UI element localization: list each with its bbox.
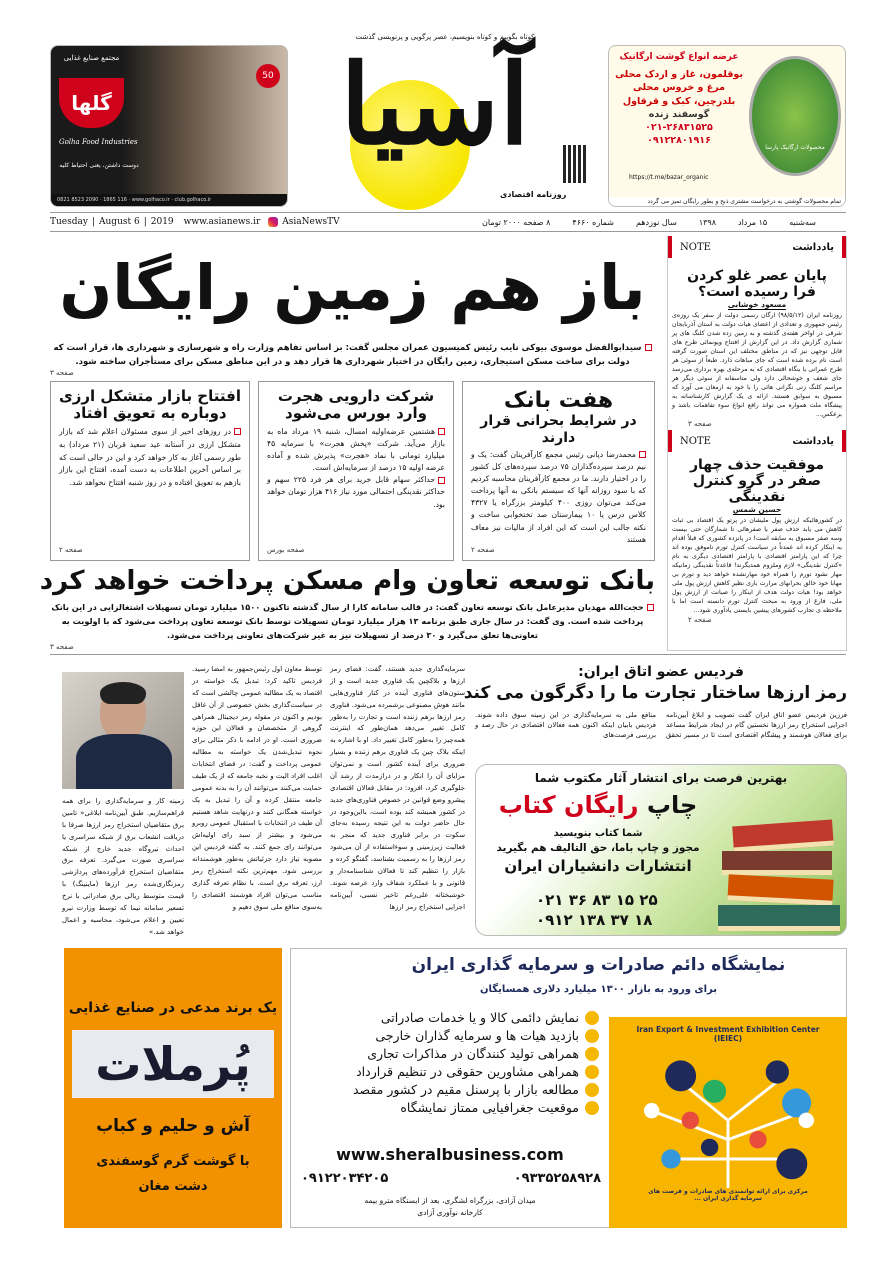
newspaper-logo: آسیا — [340, 40, 530, 169]
box-text: در روزهای اخیر از سوی مسئولان اعلام شد که بازار متشکل ارزی در آستانه عید سعید قربان (۲۱ مرداد) به طور رسمی آغاز به کار خواهد کرد و این در حالی است که بر اساس آخرین اطلاعات به دست آمده، افتتاح این بازار بازهم به تعویق افتاده و در روز شنبه افتتاح نخواهد شد. — [59, 426, 241, 488]
second-lead-text: حجت‌الله مهدیان مدیرعامل بانک توسعه تعاون گفت: در قالب سامانه کارا از سال گذشته تاکنون ۱۵۰۰ میلیارد تومان تسهیلات اشتغالزایی در این بانک پرداخت شده است. وی گفت: در سال جاری طبق برنامه ۱۳ هزار میلیارد تومان تسهیلات توسط بانک توسعه تعاون پرداخت می‌شود که با اولویت به تعاونی‌ها تعلق می‌گیرد و ۳۰ درصد از تسهیلات نیز به غیر شرکت‌های تعاونی پرداخت می‌شود. — [51, 601, 644, 640]
ieiec-abbr: (IEIEC) — [713, 1034, 743, 1043]
expo-feature-text: موقعیت جغرافیایی ممتاز نمایشگاه — [400, 1100, 579, 1115]
note-label: یادداشت — [792, 241, 834, 253]
day-fa: سه‌شنبه — [789, 217, 816, 227]
ad-phone: ۰۹۱۲۲۸۰۱۹۱۶ — [647, 135, 711, 147]
box-subtitle: در شرایط بحرانی قرار دارند — [480, 413, 637, 446]
note-text: روزنامه ایران (۹۸/۵/۱۲) ارگان رسمی دولت از سفر یک روزه‌ی رئیس جمهوری و تعدادی از اعضای هیات دولت به استان آذربایجان شرقی در اواخر هفته‌ی گذشته و به زمین زده شدن کلنگ های پر شماری گزارش داد. در این گزارش از افتتاح ویونمائی طرح های قابل توجهی نیز که در مناطق مختلف این استان صورت گرفته است نام برده شده است که جای مباهات دارد. طبعاً از سوئی هر طرح عمرانی یا بنگاه اقتصادی که به مرحله‌ی بهره برداری می‌رسد جای شعف و خوشحالی دارد ولی متاسفانه از سوئی دیگر هر مراسم کلنگ زنی نگرانی هائی را با خود به ارمغان می آورد که مسبوق به سوابق هستند. ارائه ی یک گزارش کارشناسانه به پیشگاه ملت همواره می تواند رافع انواع سوء تفاهمات باشد و برعکس... — [672, 312, 842, 419]
interview-col2: توسط معاون اول رئیس‌جمهور به امضا رسید. فردیس تاکید کرد: تبدیل یک خواسته در اقتصاد به یک مطالبه عمومی چالشی است که در سیاست‌گذاری بخش خصوصی از آن غافل بودیم و اکنون در مقوله رمز دیجیتال همراهی گروهی از متخصصان و فعالان این حوزه ضروری است. او در ادامه با ذکر مثالی برای نحوه تبدیل‌شدن یک خواسته به مطالبه عمومی پرداخت و گفت: در فضای انتخابات اغلب افراد الیت و نخبه جامعه که از یک طیف حمایت می‌کنند می‌توانند آن را به بدنه عمومی جامعه منتقل کرده و آن را تبدیل به یک خواسته همگانی کنند و درنهایت شاهد هستیم آن طیف در انتخابات با استقبال عمومی روبرو می‌شود و بیشتر از سبد رای اولیه‌اش می‌توانند رای جمع کنند. به گفته فردیس این مصوبه نیاز دارد جزئیاتش به‌طور هوشمندانه بررسی شود. مهم‌ترین نکته استخراج رمز ارز، تعرفه برق است. با نظام تعرفه گذاری مناسب می‌توان افراد هوشمند اقتصادی را به‌سوی منافع ملی سوق دهیم و — [192, 665, 322, 911]
organic-meat-ad[interactable] — [608, 45, 846, 207]
expo-feature-text: نمایش دائمی کالا و یا خدمات صادراتی — [380, 1010, 579, 1025]
year-en: 2019 — [150, 217, 174, 227]
interview-col1: سرمایه‌گذاری جدید هستند، گفت: فضای رمز ارزها و بلاکچین یک فناوری جدید است و از ستون‌های فناوری آینده در کنار فناوری‌هایی مانند هوش مصنوعی برشمرده می‌شود. فناوری رمز ارزها برهم زننده است و تجارت را به‌طور کامل تغییر می‌دهد همان‌طور که اینترنت همه‌چیز را به‌طور کامل تغییر داد. او با اشاره به اینکه بلاک چین یک فناوری برهم زننده و بسیار ضروری برای آینده کشور است و نمی‌توان مزایای آن را انکار و در درازمدت از رشد آن جلوگیری کرد، افزود: در مقابل فعالان اقتصادی پیشرو وضع قوانین در خصوص فناوری‌های جدید در کشور همیشه کند بوده است، بااین‌وجود در حال حاضر دولت به این نتیجه رسیده به‌جای سکوت در برابر فناوری جدید که منجر به فعالیت زیرزمینی و سوءاستفاده از آن می‌شود رمز ارزها را به رسمیت بشناسد، گفتگو کرده و بازار را تنظیم کند تا فعالان شناسنامه‌دار و قانونی و با عملکرد شفاف وارد عرصه شوند. خوشبختانه علی‌رغم تاخیر نسبی، آیین‌نامه اجرایی استخراج رمز ارزها — [330, 665, 465, 911]
note-english: NOTE — [680, 241, 711, 253]
box-page-ref: صفحه بورس — [267, 545, 305, 554]
organic-seal: محصولات ارگانیک پارسا — [765, 144, 825, 151]
book-ad-line2: مجوز و چاپ باما، حق التالیف هم بگیرید — [496, 842, 700, 854]
bullet-icon — [585, 1083, 599, 1097]
golha-footer: دوست داشتن، یعنی احتیاط کلیه — [59, 162, 139, 169]
box-title: افتتاح بازار متشکل ارزی — [59, 387, 241, 406]
ad-line: بلدرچین، کبک و قرقاول — [622, 95, 736, 107]
note-english: NOTE — [680, 435, 711, 447]
main-page-ref: صفحه ۳ — [50, 369, 74, 378]
book-ad-publisher: انتشارات دانشیاران ایران — [504, 856, 692, 875]
box-title: شرکت دارویی هجرت — [277, 387, 435, 406]
expo-feature — [291, 1010, 599, 1025]
book-ad-line1: شما کتاب بنویسید — [553, 828, 643, 839]
story-box-banks[interactable] — [462, 381, 655, 561]
story-box-hejrat[interactable] — [258, 381, 454, 561]
year-fa-date: ۱۳۹۸ — [698, 217, 716, 227]
story-box-fx-market[interactable] — [50, 381, 250, 561]
expo-address-2: کارخانه نوآوری آزادی — [417, 1208, 483, 1217]
issue-number: شماره ۴۶۶۰ — [572, 217, 614, 227]
expo-feature-text: مطالعه بازار با پرسنل مقیم در کشور مقصد — [352, 1082, 579, 1097]
instagram-handle[interactable]: AsiaNewsTV — [282, 217, 340, 227]
golha-logo: گلها — [59, 78, 124, 128]
note-page-ref: صفحه ۲ — [688, 616, 712, 625]
note-label: یادداشت — [792, 435, 834, 447]
golha-contacts: 0821 8523 2090 · 1865 116 · www.golhaco.ir · club.golhaco.ir — [51, 194, 287, 206]
box-subtitle: دوباره به تعویق افتاد — [73, 404, 227, 423]
second-headline[interactable]: بانک توسعه تعاون وام مسکن پرداخت خواهد کرد — [39, 565, 655, 596]
note-author: حسین شمس — [732, 505, 782, 515]
expo-phone: ۰۹۳۳۵۲۵۸۹۲۸ — [513, 1171, 601, 1186]
main-headline[interactable]: باز هم زمین رایگان — [59, 251, 646, 324]
anniversary-badge: 50 — [256, 64, 280, 88]
ad-title: عرضه انواع گوشت ارگانیک — [619, 52, 739, 62]
note-author: مسعود خوشابی — [727, 300, 787, 310]
ad-line: گوسفند زنده — [648, 108, 710, 120]
qr-code-icon — [563, 145, 587, 183]
food-ad-brand: پُرملات — [72, 1030, 274, 1098]
note-page-ref: صفحه ۳ — [688, 420, 712, 428]
bullet-icon — [585, 1047, 599, 1061]
books-stack-image — [718, 823, 843, 933]
book-ad-title-a: چاپ — [646, 791, 698, 819]
main-lead — [50, 342, 655, 369]
slogan: کوتاه بگوییم و کوتاه بنویسیم، عصر پرگویی و پرنویسی گذشت — [355, 33, 535, 41]
instagram-icon — [268, 217, 278, 227]
box-page-ref: صفحه ۲ — [59, 545, 83, 554]
ad-line: بوقلمون، غاز و اردک محلی — [615, 69, 743, 80]
dateline-bar — [50, 212, 846, 232]
expo-feature-text: بازدید هیات ها و سرمایه گذاران خارجی — [375, 1028, 579, 1043]
divider — [50, 654, 846, 655]
notes-sidebar — [667, 236, 847, 651]
expo-phone: ۰۹۱۲۲۰۳۴۲۰۵ — [301, 1171, 389, 1186]
food-ad-line2: با گوشت گرم گوسفندی — [96, 1154, 250, 1169]
expo-feature-text: همراهی مشاورین حقوقی در تنظیم قرارداد — [356, 1064, 579, 1079]
expo-feature — [291, 1082, 599, 1097]
note-title[interactable]: موفقیت حذف چهار صفر در گرو کنترل نقدینگی — [689, 457, 825, 506]
food-ad-line1: آش و حلیم و کباب — [96, 1116, 250, 1136]
book-ad-top: بهترین فرصت برای انتشار آثار مکتوب شما — [534, 771, 788, 785]
bullet-icon — [585, 1011, 599, 1025]
ad-line: مرغ و خروس محلی — [632, 82, 726, 94]
free-book-printing-ad[interactable] — [475, 764, 847, 936]
interview-col3: زمینه کار و سرمایه‌گذاری را برای همه فراهم‌سازیم. طبق آیین‌نامه ابلاغی« تامین برق متقاضیان استخراج رمز ارزها صرفا با دریافت انشعاب برق از شبکه سراسری یا احداث نیروگاه جدید خارج از شبکه سراسری صورت می‌گیرد. تعرفه برق متقاضیان استخراج فرآورده‌های پردازشی رمزنگاری‌شده رمز ارزها (ماینینگ) با قیمت متوسط ریالی برق صادراتی با نرخ تسعیر سامانه نیما که توسط وزارت نیرو تعیین و اعلام می‌شود، محاسبه و اعمال خواهد شد.» — [62, 797, 184, 936]
pages-price: ۸ صفحه ۲۰۰۰ تومان — [482, 217, 551, 227]
box-page-ref: صفحه ۲ — [471, 545, 495, 554]
bullet-icon — [585, 1101, 599, 1115]
telegram-link[interactable]: https://t.me/bazar_organic — [629, 174, 709, 181]
note-title[interactable]: پایان عصر غلو کردن فرا رسیده است؟ — [687, 268, 827, 301]
ad-footer: تمام محصولات گوشتی به درخواست مشتری ذبح و بطور رایگان تمیز می گردد — [609, 197, 845, 206]
website[interactable]: www.asianews.ir — [183, 217, 261, 227]
food-ad-top: یک برند مدعی در صنایع غذایی — [68, 1000, 278, 1016]
expo-feature — [291, 1046, 599, 1061]
expo-feature-text: همراهی تولید کنندگان در مذاکرات تجاری — [367, 1046, 579, 1061]
day-en: Tuesday — [50, 217, 88, 227]
box-title: هفت بانک — [503, 388, 614, 414]
organic-seal-badge — [749, 56, 841, 176]
golha-ad[interactable] — [50, 45, 288, 207]
date-fa: ۱۵ مرداد — [738, 217, 768, 227]
expo-feature — [291, 1100, 599, 1115]
box-text-2: حداکثر سهام قابل خرید برای هر فرد ۲۲۵ سهم و حداکثر نقدینگی احتمالی مورد نیاز ۴۱۶ هزار تومان خواهد بود. — [267, 475, 445, 509]
book-ad-phone: ۰۲۱ ۳۶ ۸۳ ۱۵ ۲۵ — [536, 891, 658, 909]
golha-english: Golha Food Industries — [59, 138, 138, 146]
expo-address: میدان آزادی، بزرگراه لشگری، بعد از ایستگاه مترو بیمه — [364, 1196, 536, 1205]
interview-headline[interactable]: رمز ارزها ساختار تجارت ما را دگرگون می کند — [463, 683, 847, 703]
expo-feature — [291, 1028, 599, 1043]
ieiec-description: مرکزی برای ارائه توانمندی های صادرات و فرصت های سرمایه گذاری ایران ... — [648, 1188, 808, 1202]
golha-tagline: مجتمع صنایع غذایی — [63, 54, 120, 62]
interview-intro: فرزین فردیس عضو اتاق ایران گفت تصویب و ابلاغ آیین‌نامه اجرایی استخراج رمز ارزها نخستین گام در ایجاد شرایط مساعد برای فعالان هوشمند و پیشگام اقتصادی است تا در مسیر تحقق منافع ملی به سرمایه‌گذاری در این زمینه سوق داده شوند. فردیس بابیان اینکه اکنون همه فعالان اقتصادی در حال رصد و بررسی فرصت‌های — [475, 711, 847, 740]
logo-subtitle: روزنامه اقتصادی — [500, 190, 567, 199]
expo-title: نمایشگاه دائم صادرات و سرمایه گذاری ایران — [411, 955, 786, 975]
expo-feature — [291, 1064, 599, 1079]
main-lead-text: سیدابوالفضل موسوی بیوکی نایب رئیس کمیسیون عمران مجلس گفت: بر اساس تفاهم وزارت راه و شهرسازی و شهرداری ها، قرار است که دولت برای ساخت مسکن استیجاری، زمین رایگان در اختیار شهرداری ها قرار دهد و در این مناطق مسکن برای مستأجران ساخته شود. — [53, 343, 642, 367]
volume: سال نوزدهم — [635, 217, 677, 227]
book-ad-title-b: رایگان کتاب — [498, 791, 639, 819]
bullet-icon — [585, 1029, 599, 1043]
expo-ad[interactable] — [290, 948, 847, 1228]
purmalat-ad[interactable] — [64, 948, 282, 1228]
book-ad-phone: ۰۹۱۲ ۱۳۸ ۳۷ ۱۸ — [536, 910, 653, 929]
interviewee-photo — [62, 672, 184, 789]
expo-subtitle: برای ورود به بازار ۱۳۰۰ میلیارد دلاری همسایگان — [480, 984, 717, 995]
box-text: محمدرضا دیانی رئیس مجمع کارآفرینان گفت: یک و نیم درصد سپرده‌گذاران ۷۵ درصد سپرده‌های کل کشور را در اختیار دارند. ما در مجمع کارآفرینان محاسبه کردیم که با سود روزانه آنها که سیستم بانکی به آنها پرداخت می‌کند می‌توان روزی ۴۰۰ کیلومتر بزرگراه یا ۴۳۲۷ کلاس درس یا ۱۰ بیمارستان صد تختخوابی ساخت و نکته جالب این است که این افراد از مالیات نیز معاف هستند — [471, 449, 647, 544]
front-stories — [39, 234, 655, 651]
ad-phone: ۰۲۱-۲۶۸۳۱۵۲۵ — [645, 122, 713, 134]
date-en: August 6 — [99, 217, 140, 227]
food-ad-line3: دشت مغان — [138, 1179, 208, 1194]
box-subtitle: وارد بورس می‌شود — [285, 404, 427, 423]
note-text: در کشورهائیکه ارزش پول ملیشان در پرتو یک اقتصاد بی ثبات کاهش می یابد حذف صفر یا صفرهائی تا شمارگان حتی بیست وسه صفر مسبوق به سابقه است! در پانزده کشوری که قبلاً اقدام به اینکار کرده اند عمدتاً در سیاست کنترل تورم ناموفق بوده اند چرا که این پارامتر اقتصادی با پارامتر اقتصادی دیگری به نام «کنترل نقدینگی» لازم وملزوم همدیگرند! قاعدتاً نقدینگی زمانیکه مهار نشود تورم را همراه خود مهارنشده خواهد دید و تورم بی مهابا خود خالق بحرانهای مرارت باری نظیر کاهش ارزش پول ملی خواهد بود! هیات دولت هدف از اینکار را صیانت از ارزش پول ملی، فارغ از ورود به مبحث کنترل تورم دانسته است اما با ملاحظه ی تجارب کشورهای پیشین بایستی یادآوری شود... — [672, 517, 842, 615]
ieiec-panel — [609, 1017, 847, 1228]
interview-kicker: فردیس عضو اتاق ایران: — [578, 664, 744, 680]
ieiec-name: Iran Export & Investment Exhibition Center — [636, 1025, 820, 1034]
circuit-tree-icon — [609, 1043, 847, 1188]
box-text: هشتمین عرضه‌اولیه امسال، شنبه ۱۹ مرداد ماه به بازار می‌آید. شرکت «پخش هجرت» با سرمایه ۴۵ میلیارد تومانی با نماد «هجرت» پذیرش شده و آماده عرضه اولیه ۱۵ درصد از سرمایه‌اش است. — [267, 426, 445, 473]
bullet-icon — [585, 1065, 599, 1079]
second-page-ref: صفحه ۳ — [50, 642, 74, 651]
second-lead — [50, 601, 655, 643]
expo-website[interactable]: www.sheralbusiness.com — [336, 1145, 564, 1164]
